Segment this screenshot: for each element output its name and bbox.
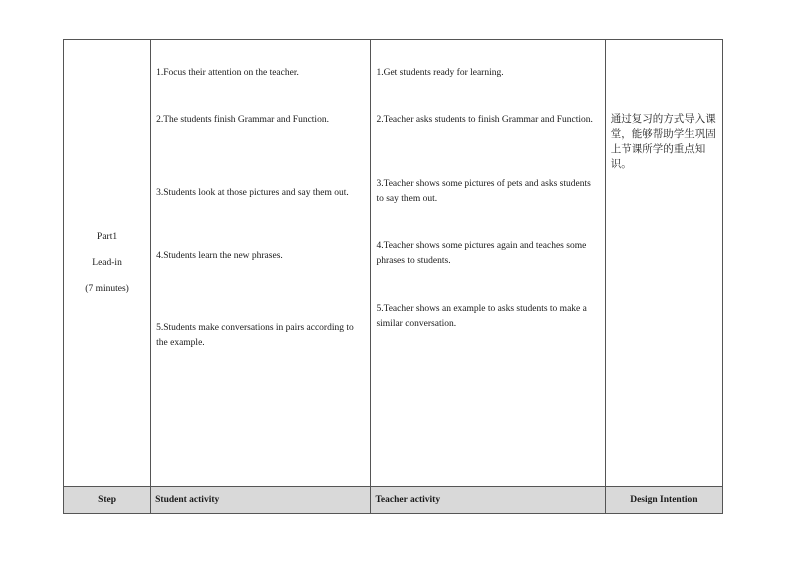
lesson-plan-table <box>63 39 723 514</box>
header-design-intention: Design Intention <box>605 487 722 514</box>
teacher-activity-cell <box>371 40 605 487</box>
part-duration: (7 minutes) <box>85 284 129 294</box>
part-name: Lead-in <box>92 258 122 268</box>
student-activity-2: 2.The students finish Grammar and Function. <box>156 115 329 125</box>
student-activity-1: 1.Focus their attention on the teacher. <box>156 68 299 78</box>
student-activity-cell <box>151 40 371 487</box>
header-step: Step <box>64 487 151 514</box>
student-activity-5: 5.Students make conversations in pairs according to the example. <box>156 323 354 348</box>
student-activity-4: 4.Students learn the new phrases. <box>156 251 283 261</box>
header-student-activity: Student activity <box>151 487 371 514</box>
step-cell <box>64 40 151 487</box>
teacher-activity-5: 5.Teacher shows an example to asks students to make a similar conversation. <box>376 304 587 329</box>
teacher-activity-2: 2.Teacher asks students to finish Grammar and Function. <box>376 115 593 125</box>
teacher-activity-1: 1.Get students ready for learning. <box>376 68 504 78</box>
teacher-activity-4: 4.Teacher shows some pictures again and teaches some phrases to students. <box>376 241 587 266</box>
header-row <box>64 487 723 514</box>
design-intention-cell <box>605 40 722 487</box>
lead-in-row <box>64 40 723 487</box>
student-activity-3: 3.Students look at those pictures and say them out. <box>156 188 349 198</box>
part-title: Part1 <box>97 232 118 242</box>
design-intention-text: 通过复习的方式导入课堂，能够帮助学生巩固上节课所学的重点知识。 <box>610 113 716 170</box>
header-teacher-activity: Teacher activity <box>371 487 605 514</box>
teacher-activity-3: 3.Teacher shows some pictures of pets and asks students to say them out. <box>376 179 591 204</box>
